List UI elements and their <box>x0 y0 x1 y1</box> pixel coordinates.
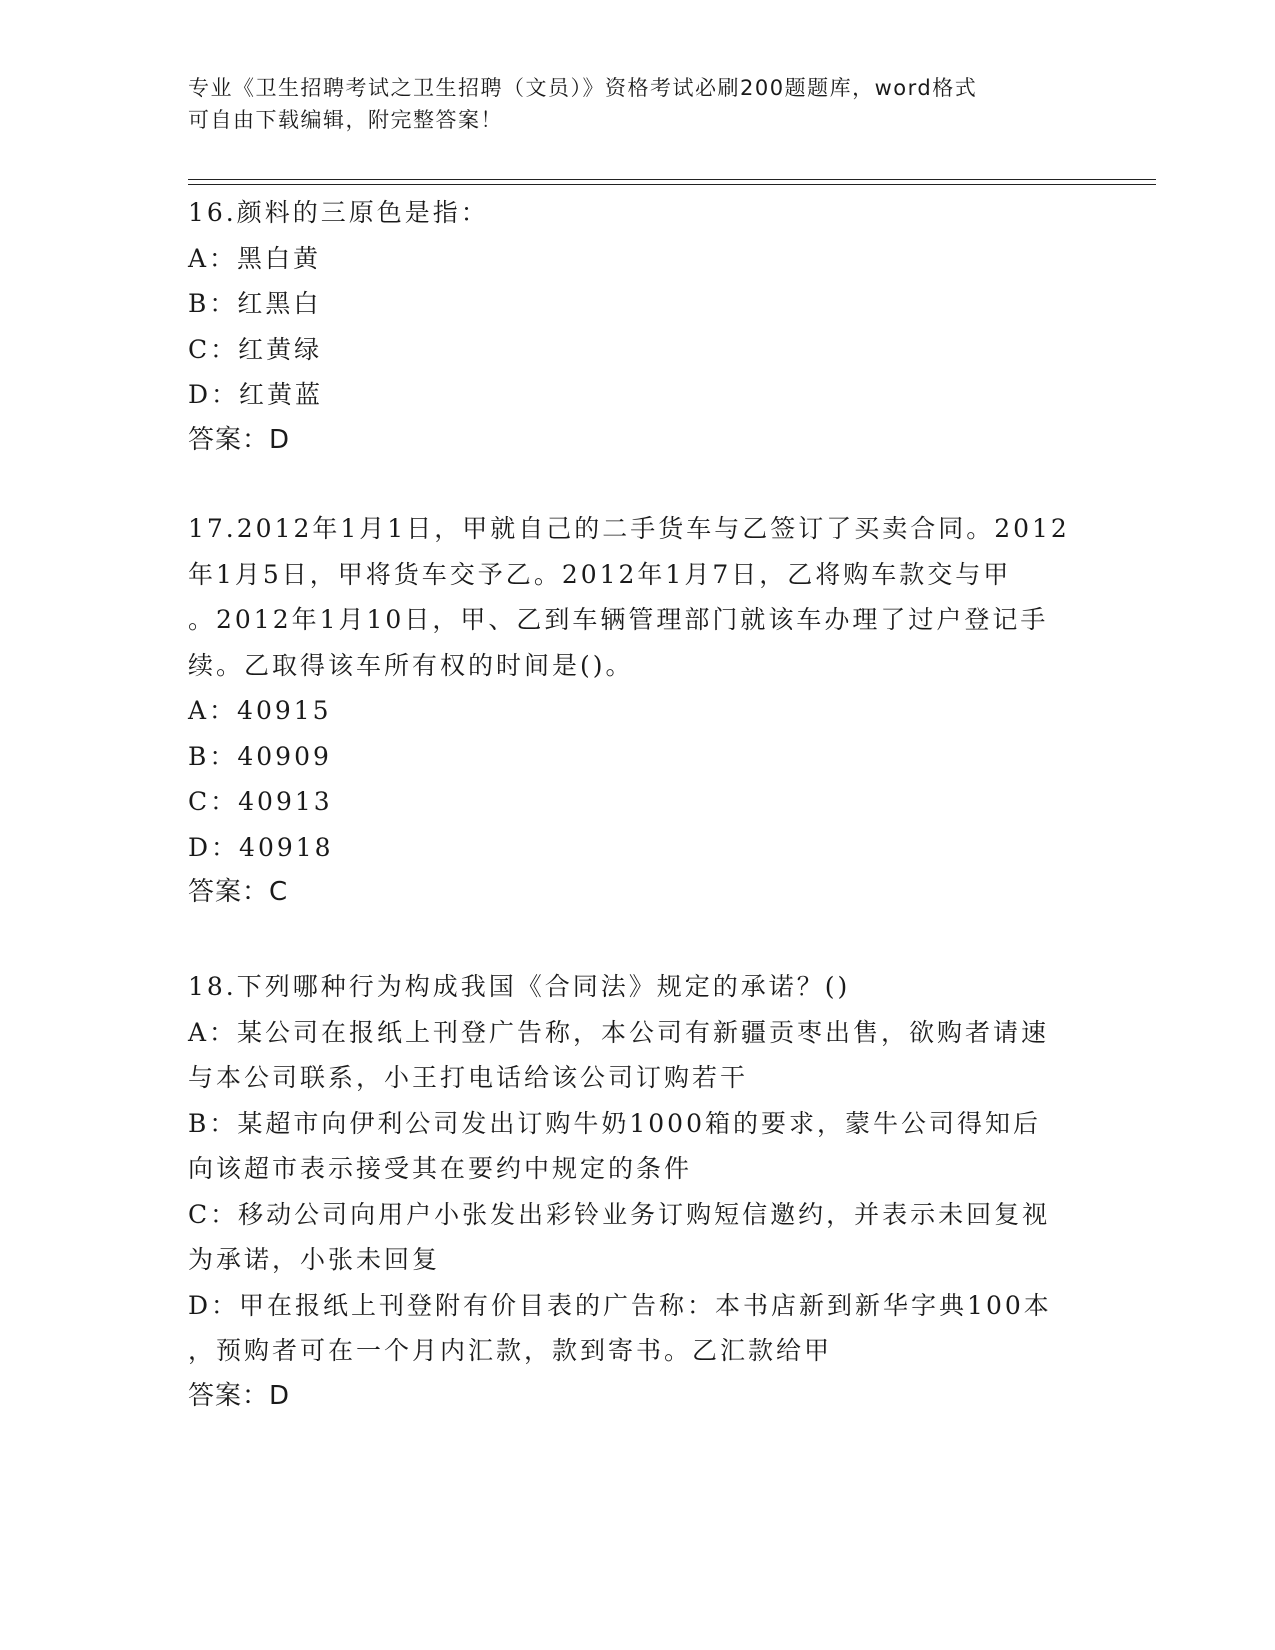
question-text-line: 18.下列哪种行为构成我国《合同法》规定的承诺？() <box>188 972 851 1001</box>
option-c <box>188 1192 1088 1283</box>
answer-line: 答案：D <box>188 1380 291 1411</box>
option-c: C：40913 <box>188 787 333 816</box>
option-c: C：红黄绿 <box>188 334 323 364</box>
option-d-line-2: ，预购者可在一个月内汇款，款到寄书。乙汇款给甲 <box>188 1336 833 1365</box>
answer-line: 答案：C <box>188 877 289 907</box>
question-text-line: 。2012年1月10日，甲、乙到车辆管理部门就该车办理了过户登记手 <box>188 605 1049 634</box>
question-18 <box>188 964 1088 1419</box>
option-d: D：红黄蓝 <box>188 380 324 409</box>
header-line-1: 专业《卫生招聘考试之卫生招聘（文员）》资格考试必刷200题题库，word格式 <box>188 76 978 100</box>
option-d: D：40918 <box>188 832 334 862</box>
question-text-line: 续。乙取得该车所有权的时间是()。 <box>188 650 634 680</box>
option-b: B：红黑白 <box>188 289 322 318</box>
header-line-2: 可自由下载编辑，附完整答案！ <box>188 108 503 132</box>
option-a-line-1: A：某公司在报纸上刊登广告称，本公司有新疆贡枣出售，欲购者请速 <box>188 1017 1050 1047</box>
option-a <box>188 1010 1088 1101</box>
question-text-line: 17.2012年1月1日，甲就自己的二手货车与乙签订了买卖合同。2012 <box>188 514 1070 543</box>
answer-line: 答案：D <box>188 424 291 455</box>
option-a: A：黑白黄 <box>188 243 322 273</box>
option-a: A：40915 <box>188 696 332 725</box>
document-header <box>188 72 1088 136</box>
option-b: B：40909 <box>188 741 332 771</box>
option-c-line-1: C：移动公司向用户小张发出彩铃业务订购短信邀约，并表示未回复视 <box>188 1199 1051 1229</box>
question-16 <box>188 190 1088 463</box>
option-b-line-2: 向该超市表示接受其在要约中规定的条件 <box>188 1154 693 1183</box>
option-d <box>188 1283 1088 1374</box>
option-c-line-2: 为承诺，小张未回复 <box>188 1245 441 1274</box>
question-text-line: 16.颜料的三原色是指： <box>188 198 489 227</box>
header-divider-bottom <box>188 184 1156 185</box>
question-text-line: 年1月5日，甲将货车交予乙。2012年1月7日，乙将购车款交与甲 <box>188 559 1012 589</box>
header-divider-top <box>188 179 1156 180</box>
option-b <box>188 1101 1088 1192</box>
option-b-line-1: B：某超市向伊利公司发出订购牛奶1000箱的要求，蒙牛公司得知后 <box>188 1108 1041 1138</box>
question-17 <box>188 506 1088 916</box>
option-d-line-1: D：甲在报纸上刊登附有价目表的广告称：本书店新到新华字典100本 <box>188 1290 1052 1320</box>
option-a-line-2: 与本公司联系，小王打电话给该公司订购若干 <box>188 1063 749 1092</box>
